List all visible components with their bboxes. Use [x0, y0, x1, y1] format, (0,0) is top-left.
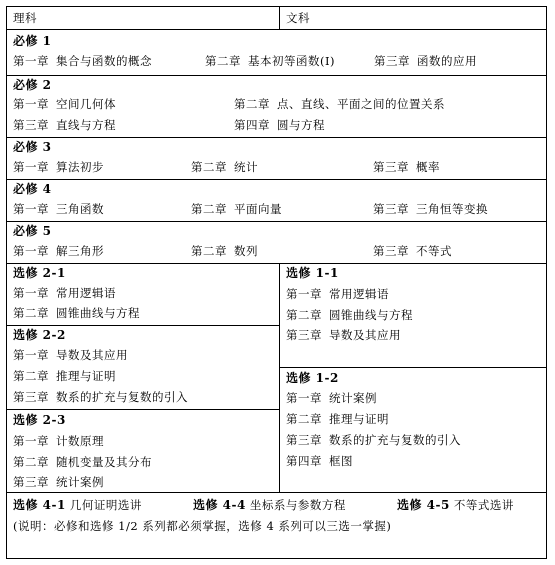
- row-divider: [279, 367, 546, 368]
- xuanxiu22-chapter2: 第二章 推理与证明: [13, 369, 116, 383]
- bixiu5-chapter3: 第三章 不等式: [373, 244, 452, 258]
- xuanxiu12-title: 选修 1-2: [286, 371, 339, 385]
- footer-note: (说明：必修和选修 1/2 系列都必须掌握，选修 4 系列可以三选一掌握): [13, 519, 392, 533]
- bixiu5-chapter2: 第二章 数列: [191, 244, 258, 258]
- xuanxiu22-title: 选修 2-2: [13, 328, 66, 342]
- bixiu2-chapter2: 第二章 点、直线、平面之间的位置关系: [234, 97, 445, 111]
- row-divider: [7, 325, 279, 326]
- xuanxiu11-chapter3: 第三章 导数及其应用: [286, 328, 401, 342]
- row-divider: [7, 137, 546, 138]
- bixiu3-title: 必修 3: [13, 140, 52, 154]
- xuanxiu45-entry: 选修 4-5 不等式选讲: [397, 498, 514, 512]
- row-divider: [7, 492, 546, 493]
- xuanxiu11-title: 选修 1-1: [286, 266, 339, 280]
- column-divider: [279, 7, 280, 29]
- row-divider: [7, 221, 546, 222]
- xuanxiu21-chapter2: 第二章 圆锥曲线与方程: [13, 306, 140, 320]
- bixiu3-chapter1: 第一章 算法初步: [13, 160, 104, 174]
- bixiu4-chapter2: 第二章 平面向量: [191, 202, 282, 216]
- science-header: 理科: [13, 11, 37, 25]
- xuanxiu21-title: 选修 2-1: [13, 266, 66, 280]
- bixiu2-chapter1: 第一章 空间几何体: [13, 97, 116, 111]
- xuanxiu12-chapter4: 第四章 框图: [286, 454, 353, 468]
- xuanxiu44-entry: 选修 4-4 坐标系与参数方程: [193, 498, 346, 512]
- xuanxiu23-chapter3: 第三章 统计案例: [13, 475, 104, 489]
- bixiu2-chapter3: 第三章 直线与方程: [13, 118, 116, 132]
- bixiu5-title: 必修 5: [13, 224, 52, 238]
- bixiu3-chapter3: 第三章 概率: [373, 160, 440, 174]
- bixiu1-title: 必修 1: [13, 34, 52, 48]
- bixiu1-chapter3: 第三章 函数的应用: [374, 54, 477, 68]
- bixiu1-chapter2: 第二章 基本初等函数(I): [205, 54, 336, 68]
- xuanxiu12-chapter3: 第三章 数系的扩充与复数的引入: [286, 433, 461, 447]
- xuanxiu12-chapter1: 第一章 统计案例: [286, 391, 377, 405]
- bixiu4-chapter1: 第一章 三角函数: [13, 202, 104, 216]
- liberal-arts-header: 文科: [286, 11, 310, 25]
- xuanxiu23-chapter2: 第二章 随机变量及其分布: [13, 455, 152, 469]
- bixiu2-chapter4: 第四章 圆与方程: [234, 118, 325, 132]
- bixiu4-chapter3: 第三章 三角恒等变换: [373, 202, 488, 216]
- bixiu5-chapter1: 第一章 解三角形: [13, 244, 104, 258]
- row-divider: [7, 409, 279, 410]
- xuanxiu22-chapter1: 第一章 导数及其应用: [13, 348, 128, 362]
- row-divider: [7, 75, 546, 76]
- xuanxiu11-chapter1: 第一章 常用逻辑语: [286, 287, 389, 301]
- row-divider: [7, 263, 546, 264]
- xuanxiu21-chapter1: 第一章 常用逻辑语: [13, 286, 116, 300]
- column-divider: [279, 263, 280, 492]
- xuanxiu11-chapter2: 第二章 圆锥曲线与方程: [286, 308, 413, 322]
- row-divider: [7, 29, 546, 30]
- bixiu4-title: 必修 4: [13, 182, 52, 196]
- bixiu1-chapter1: 第一章 集合与函数的概念: [13, 54, 152, 68]
- bixiu2-title: 必修 2: [13, 78, 52, 92]
- xuanxiu23-title: 选修 2-3: [13, 413, 66, 427]
- xuanxiu22-chapter3: 第三章 数系的扩充与复数的引入: [13, 390, 188, 404]
- xuanxiu23-chapter1: 第一章 计数原理: [13, 434, 104, 448]
- curriculum-table: [6, 6, 547, 559]
- row-divider: [7, 179, 546, 180]
- xuanxiu41-entry: 选修 4-1 几何证明选讲: [13, 498, 142, 512]
- bixiu3-chapter2: 第二章 统计: [191, 160, 258, 174]
- xuanxiu12-chapter2: 第二章 推理与证明: [286, 412, 389, 426]
